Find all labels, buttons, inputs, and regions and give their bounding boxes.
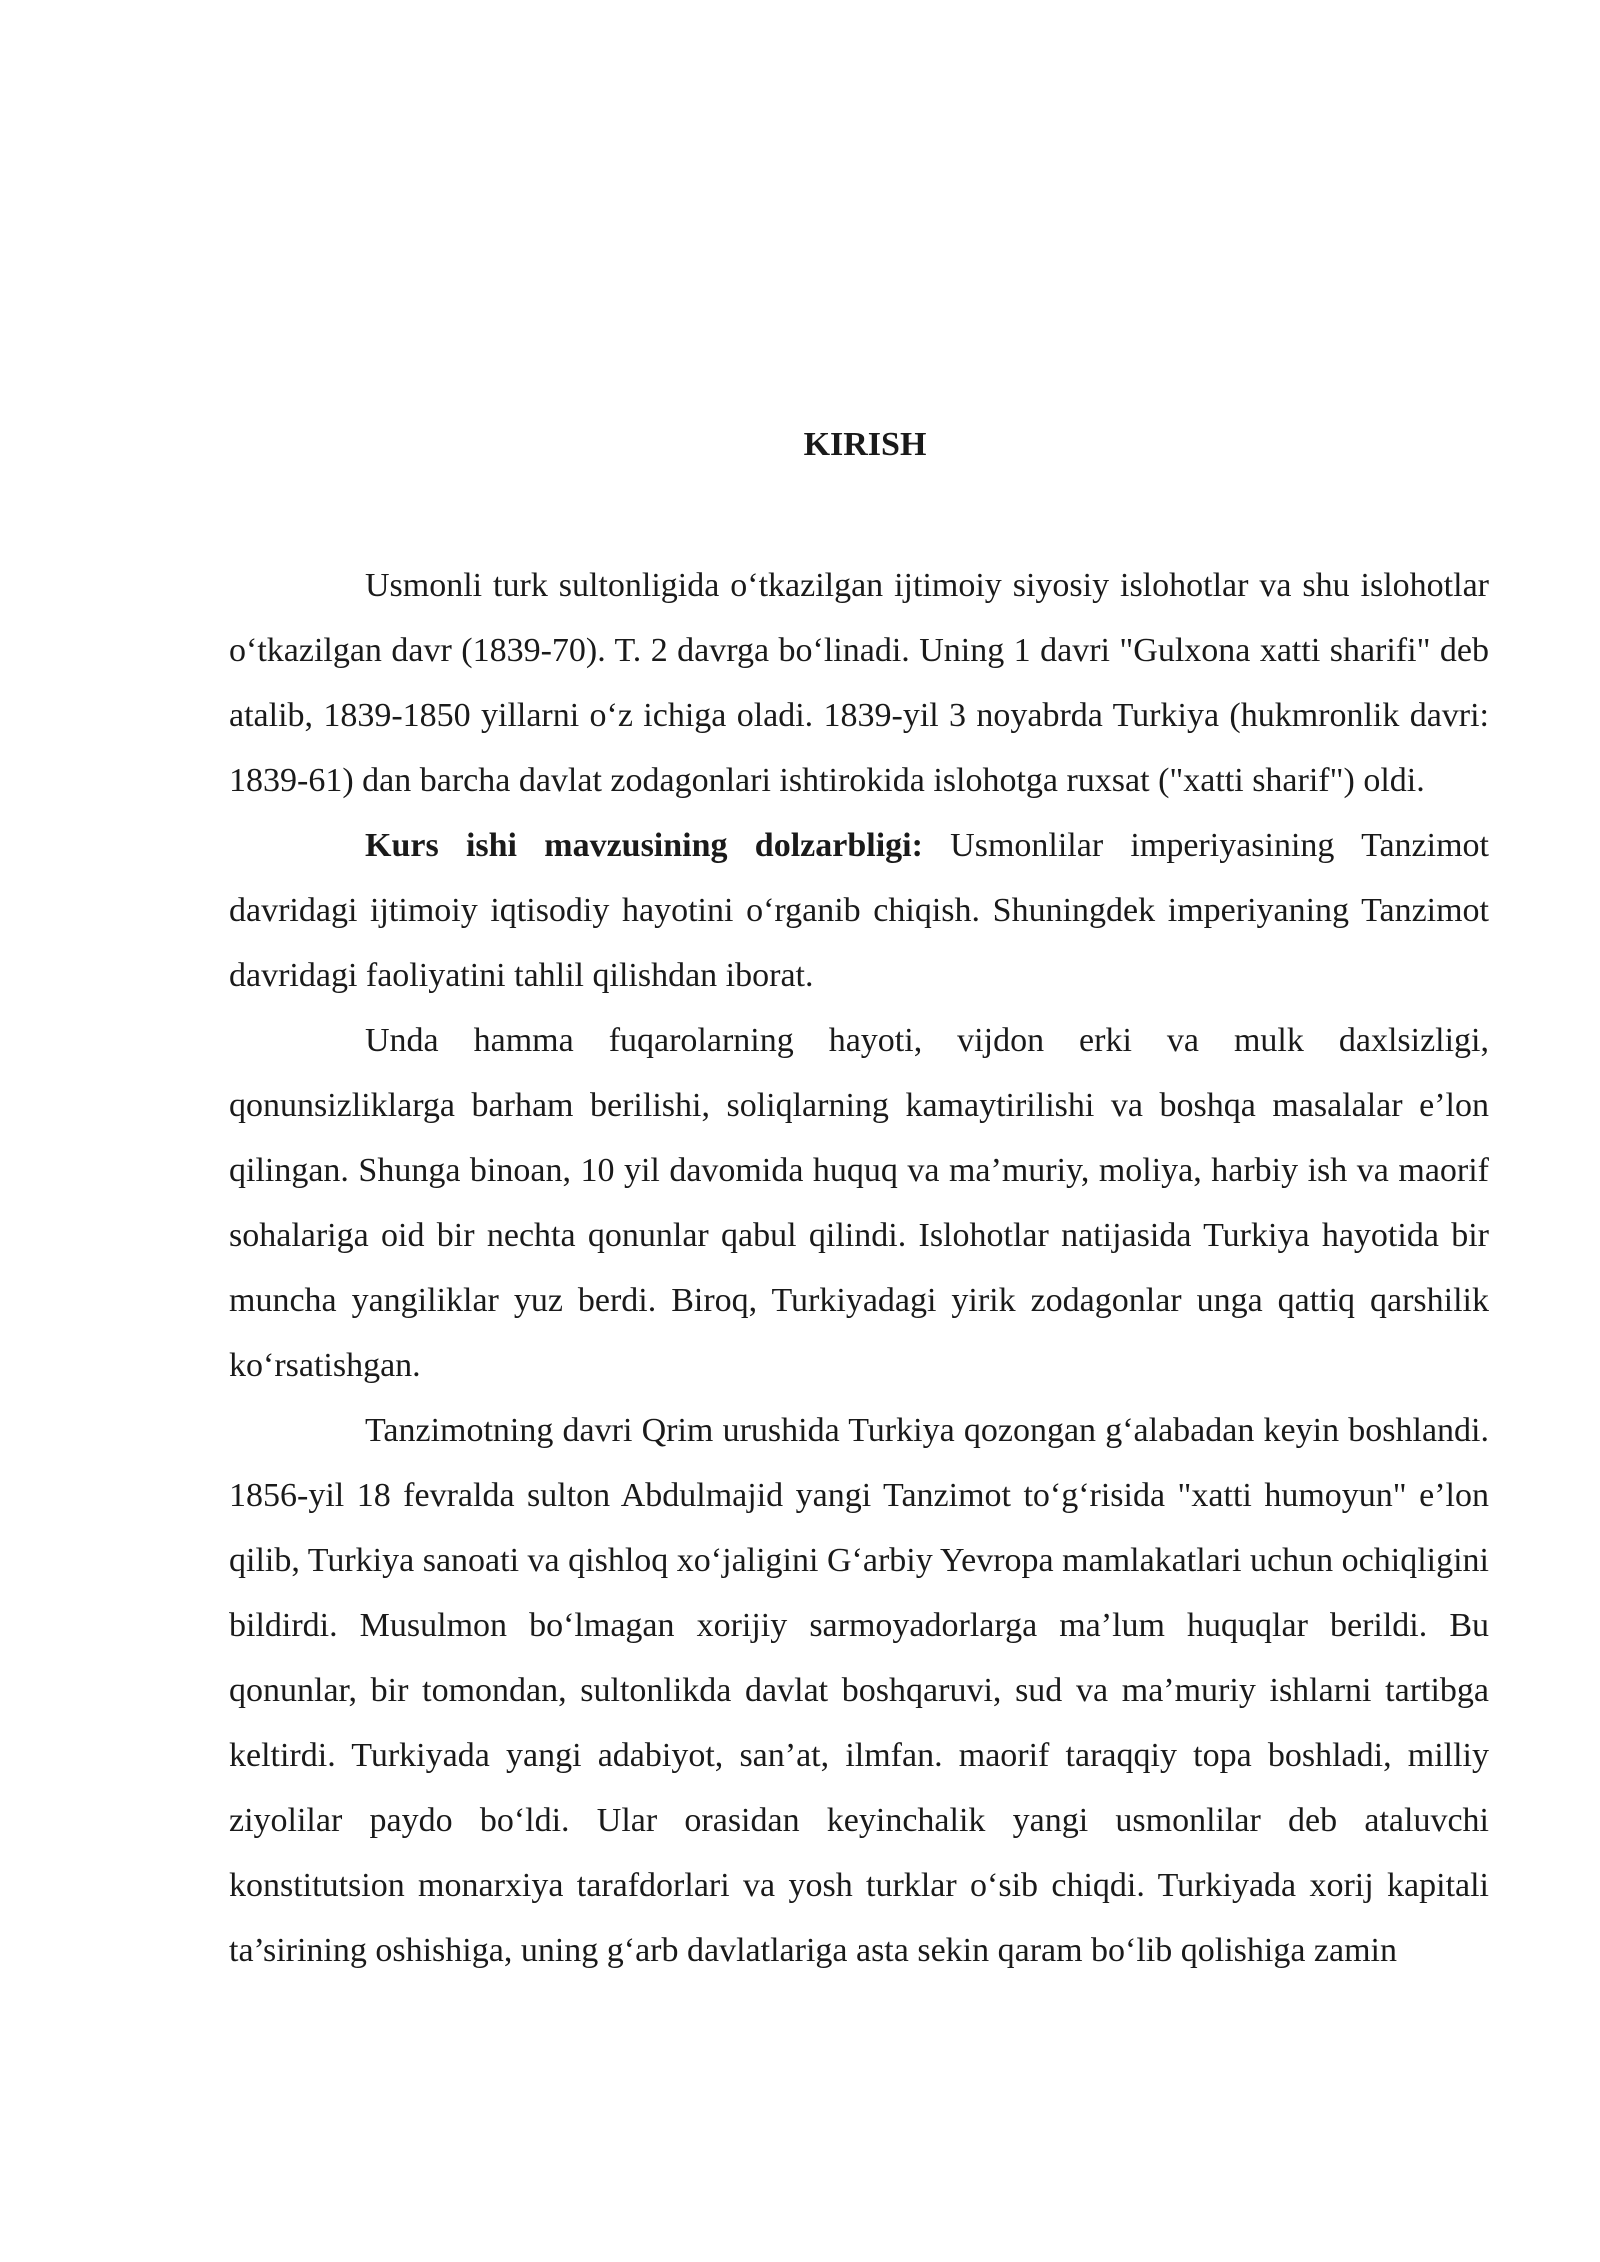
paragraph-text: Tanzimotning davri Qrim urushida Turkiya qozongan g‘alabadan keyin boshlandi. 1856-yil 18 fevralda sulton Abdulmajid yangi Tanzimot to‘g‘risida "xatti humoyun" e’lon qilib, Turkiya sanoati va qishloq xo‘jaligini G‘arbiy Yevropa mamlakatlari uchun ochiqligini bildirdi. Musulmon bo‘lmagan xorijiy sarmoyadorlarga ma’lum huquqlar berildi. Bu qonunlar, bir tomondan, sultonlikda davlat boshqaruvi, sud va ma’muriy ishlarni tartibga keltirdi. Turkiyada yangi adabiyot, san’at, ilmfan. maorif taraqqiy topa boshladi, milliy ziyolilar paydo bo‘ldi. Ular orasidan keyinchalik yangi usmonlilar deb ataluvchi konstitutsion monarxiya tarafdorlari va yosh turklar o‘sib chiqdi. Turkiyada xorij kapitali ta’sirining oshishiga, uning g‘arb davlatlariga asta sekin qaram bo‘lib qolishiga zamin [229,1412,1489,1969]
paragraph-tanzimat-period [229,1398,1489,1983]
paragraph-rights [229,1008,1489,1398]
document-body [229,553,1489,1983]
paragraph-text: Usmonli turk sultonligida o‘tkazilgan ijtimoiy siyosiy islohotlar va shu islohotlar o‘tkazilgan davr (1839-70). T. 2 davrga bo‘linadi. Uning 1 davri "Gulxona xatti sharifi" deb atalib, 1839-1850 yillarni o‘z ichiga oladi. 1839-yil 3 noyabrda Turkiya (hukmronlik davri: 1839-61) dan barcha davlat zodagonlari ishtirokida islohotga ruxsat ("xatti sharif") oldi. [229,567,1489,799]
paragraph-text: Unda hamma fuqarolarning hayoti, vijdon erki va mulk daxlsizligi, qonunsizliklarga barham berilishi, soliqlarning kamaytirilishi va boshqa masalalar e’lon qilingan. Shunga binoan, 10 yil davomida huquq va ma’muriy, moliya, harbiy ish va maorif sohalariga oid bir nechta qonunlar qabul qilindi. Islohotlar natijasida Turkiya hayotida bir muncha yangiliklar yuz berdi. Biroq, Turkiyadagi yirik zodagonlar unga qattiq qarshilik ko‘rsatishgan. [229,1022,1489,1384]
paragraph-relevance [229,813,1489,1008]
paragraph-text: Usmonlilar imperiyasining Tanzimot davridagi ijtimoiy iqtisodiy hayotini o‘rganib chiqish. Shuningdek imperiyaning Tanzimot davridagi faoliyatini tahlil qilishdan iborat. [229,827,1489,994]
paragraph-intro [229,553,1489,813]
paragraph-lead: Kurs ishi mavzusining dolzarbligi: [365,827,923,864]
page-title: KIRISH [803,426,927,463]
